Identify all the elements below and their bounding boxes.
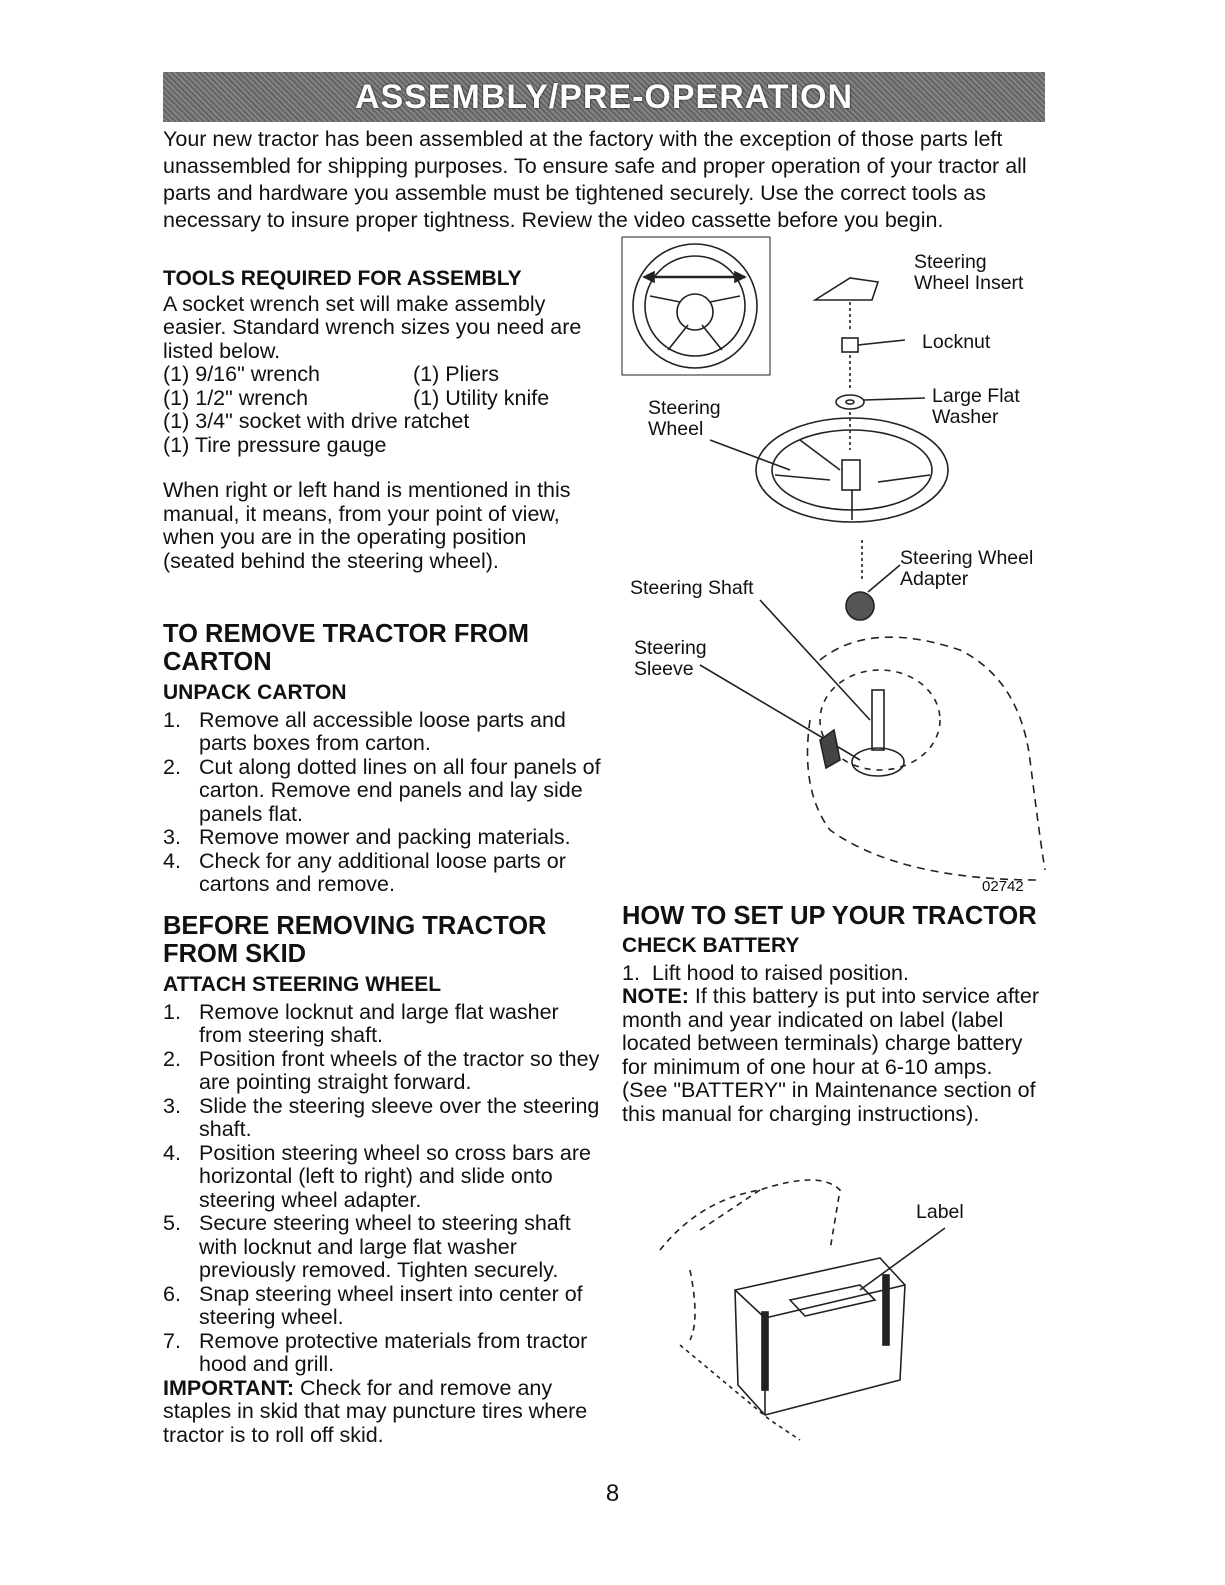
- list-item: 1. Remove locknut and large flat washer from steering shaft.: [163, 999, 559, 1047]
- battery-heading: CHECK BATTERY: [622, 934, 800, 957]
- battery-note: NOTE: If this battery is put into service after month and year indicated on label (label located between terminals) charge battery for minimum of one hour at 6-10 amps. (See "BATTERY" in Maintenance section of this manual for charging instructions).: [622, 984, 1040, 1126]
- tool-item: (1) Pliers: [413, 362, 500, 386]
- list-item: 4. Check for any additional loose parts or cartons and remove.: [163, 848, 566, 896]
- label-locknut: Locknut: [922, 331, 991, 353]
- unpack-steps: [163, 709, 603, 897]
- tools-heading: TOOLS REQUIRED FOR ASSEMBLY: [163, 267, 522, 290]
- section-banner: [163, 72, 1045, 122]
- tools-section: [163, 267, 603, 573]
- tools-text: A socket wrench set will make assembly easier. Standard wrench sizes you need are listed below.: [163, 291, 582, 363]
- label-steering-shaft: Steering Shaft: [630, 577, 754, 599]
- setup-heading: HOW TO SET UP YOUR TRACTOR: [622, 902, 1037, 930]
- label-steering-wheel-insert: Steering Wheel Insert: [914, 251, 1024, 294]
- skid-section: [163, 912, 603, 1447]
- tools-list: [163, 363, 603, 457]
- list-item: 2. Cut along dotted lines on all four panels of carton. Remove end panels and lay side panels flat.: [163, 754, 601, 826]
- list-item: 6. Snap steering wheel insert into center of steering wheel.: [163, 1281, 583, 1329]
- important-note: IMPORTANT: Check for and remove any staples in skid that may puncture tires where tractor is to roll off skid.: [163, 1375, 588, 1447]
- setup-section: [622, 902, 1042, 1126]
- unpack-heading: UNPACK CARTON: [163, 681, 347, 704]
- label-battery-label: Label: [916, 1201, 964, 1223]
- label-steering-wheel: Steering Wheel: [648, 397, 721, 440]
- tool-item: (1) Tire pressure gauge: [163, 432, 387, 457]
- list-item: 3. Remove mower and packing materials.: [163, 825, 571, 849]
- tool-item: (1) 9/16" wrench: [163, 362, 321, 386]
- section-title: ASSEMBLY/PRE-OPERATION: [354, 77, 854, 116]
- battery-steps: [622, 962, 1042, 986]
- list-item: 4. Position steering wheel so cross bars are horizontal (left to right) and slide onto steering wheel adapter.: [163, 1140, 591, 1212]
- tool-item: (1) Utility knife: [413, 385, 550, 410]
- figure-code: 02742: [982, 878, 1024, 895]
- list-item: 3. Slide the steering sleeve over the steering shaft.: [163, 1093, 600, 1141]
- attach-heading: ATTACH STEERING WHEEL: [163, 973, 442, 996]
- skid-heading: BEFORE REMOVING TRACTOR FROM SKID: [163, 912, 547, 968]
- tool-item: (1) 3/4" socket with drive ratchet: [163, 409, 470, 433]
- attach-steps: [163, 1001, 603, 1377]
- label-steering-sleeve: Steering Sleeve: [634, 637, 707, 680]
- tool-item: (1) 1/2" wrench: [163, 385, 309, 410]
- intro-paragraph: Your new tractor has been assembled at the factory with the exception of those parts left unassembled for shipping purposes. To ensure safe and proper operation of your tractor all parts and hardware you assemble must be tightened securely. Use the correct tools as necessary to insure proper tightness. Review the video cassette before you begin.: [163, 127, 1027, 232]
- list-item: 7. Remove protective materials from tractor hood and grill.: [163, 1328, 588, 1376]
- remove-heading: TO REMOVE TRACTOR FROM CARTON: [163, 620, 529, 676]
- list-item: 1. Lift hood to raised position.: [622, 960, 909, 985]
- label-steering-wheel-adapter: Steering Wheel Adapter: [900, 547, 1034, 590]
- list-item: 1. Remove all accessible loose parts and parts boxes from carton.: [163, 707, 566, 755]
- hand-note: When right or left hand is mentioned in this manual, it means, from your point of view, when you are in the operating position (seated behind the steering wheel).: [163, 478, 571, 573]
- page-number: 8: [605, 1480, 620, 1507]
- remove-section: [163, 620, 603, 897]
- label-large-flat-washer: Large Flat Washer: [932, 385, 1020, 428]
- list-item: 5. Secure steering wheel to steering shaft with locknut and large flat washer previously removed. Tighten securely.: [163, 1211, 571, 1282]
- list-item: 2. Position front wheels of the tractor so they are pointing straight forward.: [163, 1046, 600, 1094]
